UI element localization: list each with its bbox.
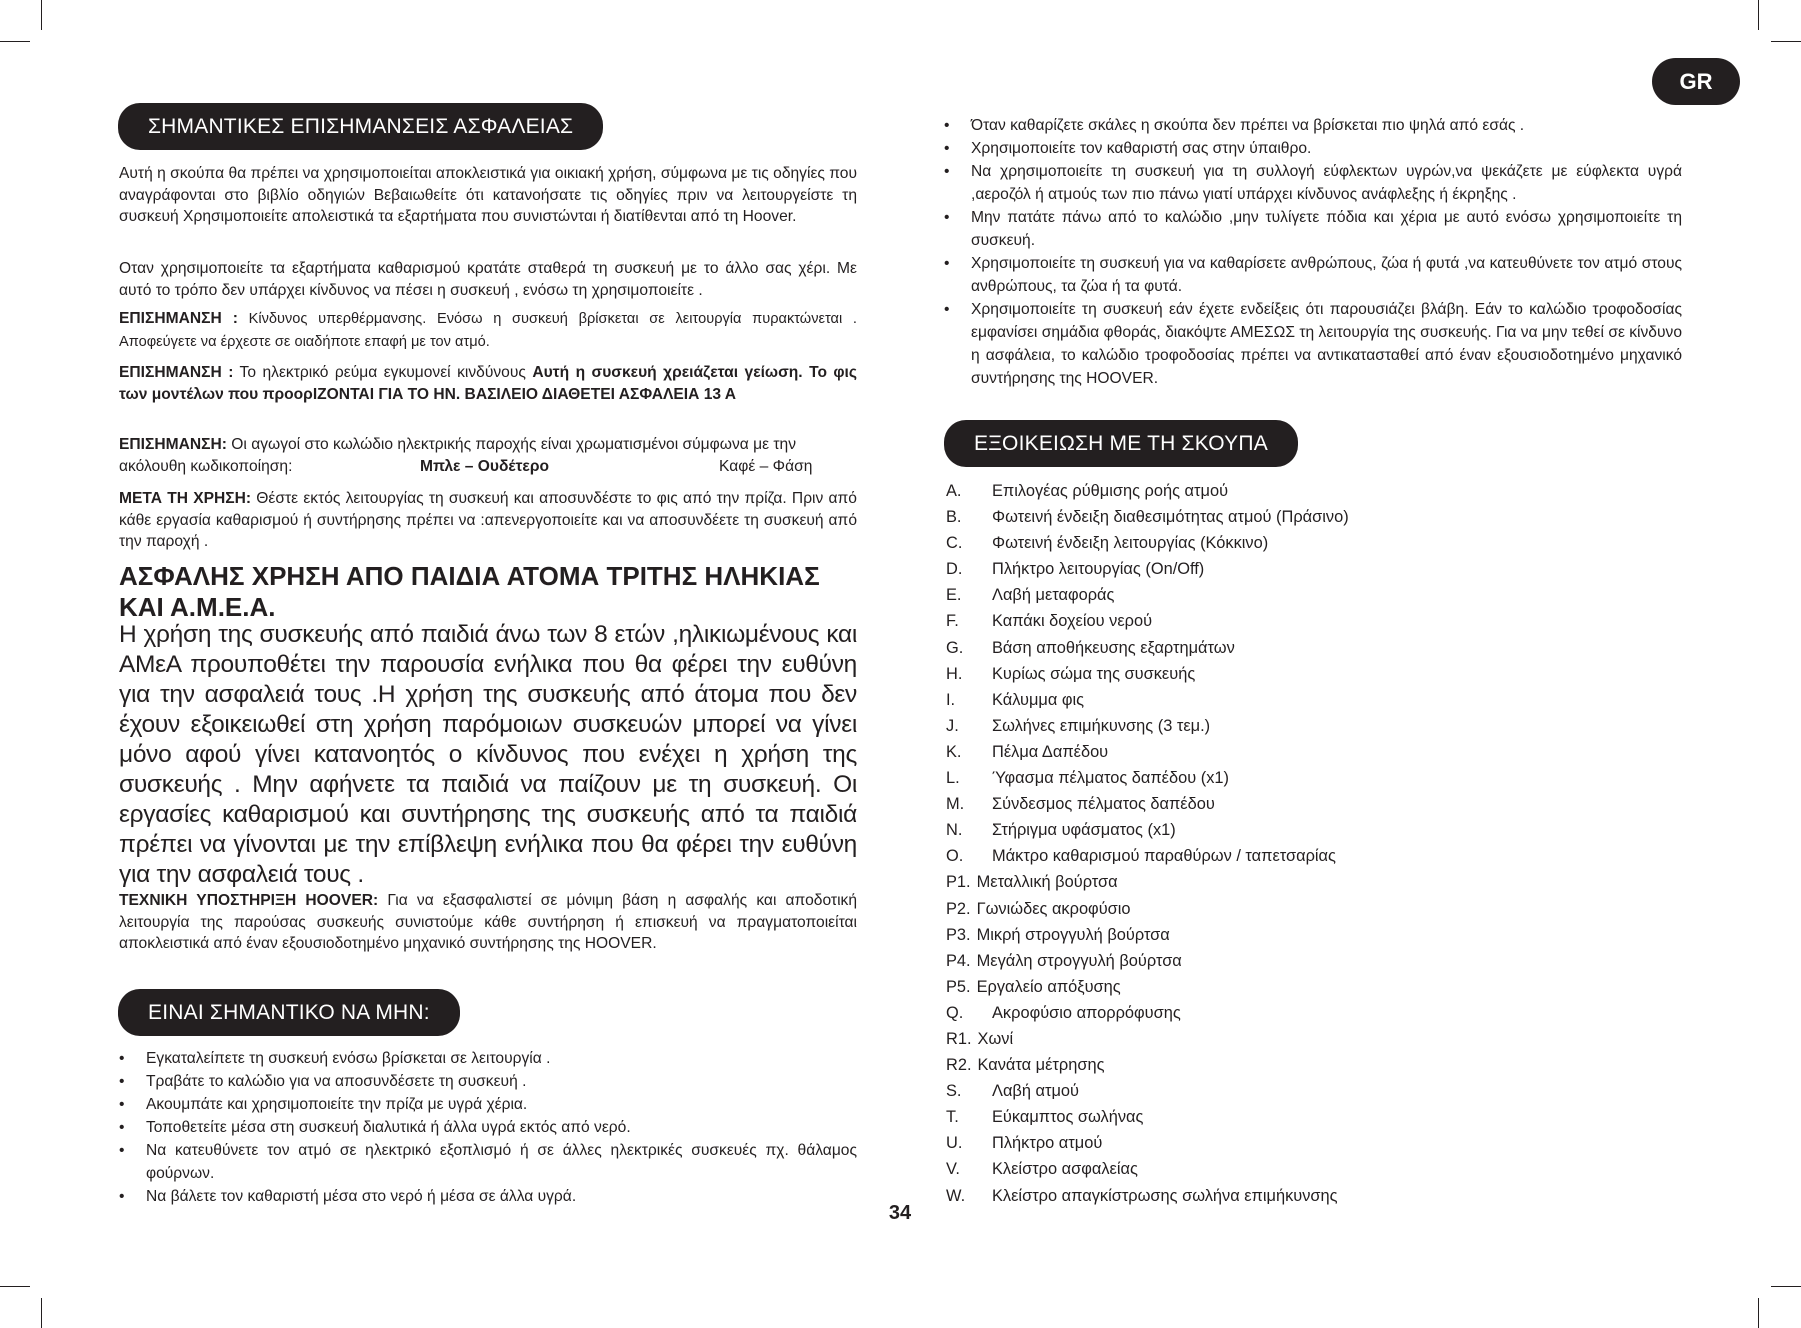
part-code: T.	[946, 1108, 959, 1127]
list-item	[119, 1047, 857, 1070]
list-item	[119, 1139, 857, 1185]
list-item-text: Χρησιμοποιείτε τη συσκευή εάν έχετε ενδείξεις ότι παρουσιάζει βλάβη. Εάν το καλώδιο τροφοδοσίας εμφανίσει σημάδια φθοράς, διακόψτε ΑΜΕΣΩΣ τη λειτουργία της συσκευής. Για να μην τεθεί σε κίνδυνο η ασφάλεια, το καλώδιο τροφοδοσίας πρέπει να αντικατασταθεί από έναν εξουσιοδοτημένο μηχανικό συντήρησης της HOOVER.	[971, 301, 1682, 387]
part-code: B.	[946, 508, 962, 527]
part-label: Μεγάλη στρογγυλή βούρτσα	[976, 951, 1182, 970]
part-label: Σωλήνες επιμήκυνσης (3 τεμ.)	[992, 716, 1211, 735]
part-code: J.	[946, 716, 959, 735]
bullet-icon: •	[119, 1119, 125, 1136]
wire-brown-label: Καφέ – Φάση	[719, 458, 813, 475]
part-label: Φωτεινή ένδειξη λειτουργίας (Κόκκινο)	[992, 534, 1269, 553]
list-item-text: Να βάλετε τον καθαριστή μέσα στο νερό ή μέσα σε άλλα υγρά.	[146, 1188, 577, 1205]
warning-bold-text: Αυτή η συσκευή χρειάζεται γείωση. Το φις των μοντέλων που προορΙΖΟΝΤΑΙ ΓΙΑ ΤΟ ΗΝ. ΒΑΣΙΛΕΙΟ ΔΙΑΘΕΤΕΙ ΑΣΦΑΛΕΙΑ 13 Α	[119, 364, 858, 403]
part-label: Γωνιώδες ακροφύσιο	[976, 899, 1131, 918]
list-item	[944, 206, 1682, 252]
part-item	[946, 1078, 1684, 1104]
part-label: Σύνδεσμος πέλματος δαπέδου	[992, 795, 1215, 814]
part-label: Μάκτρο καθαρισμού παραθύρων / ταπετσαρίας	[992, 847, 1336, 866]
part-item	[946, 635, 1684, 661]
part-code: F.	[946, 612, 959, 631]
part-item	[946, 608, 1684, 634]
safety-section-title: ΣΗΜΑΝΤΙΚΕΣ ΕΠΙΣΗΜΑΝΣΕΙΣ ΑΣΦΑΛΕΙΑΣ	[118, 103, 603, 150]
note-label: ΜΕΤΑ ΤΗ ΧΡΗΣΗ:	[119, 490, 252, 507]
part-item	[946, 843, 1684, 869]
part-label: Εργαλείο απόξυσης	[976, 977, 1121, 996]
part-item	[946, 739, 1684, 765]
list-item-text: Χρησιμοποιείτε τον καθαριστή σας στην ύπαιθρο.	[971, 140, 1312, 157]
support-text: Για να εξασφαλιστεί σε μόνιμη βάση η ασφαλής και αποδοτική λειτουργία της παρούσας συσκευής συνιστούμε κάθε συντήρηση ή επισκευή να πραγματοποιείται αποκλειστικά από έναν εξουσιοδοτημένο μηχανικό συντήρησης της HOOVER.	[119, 892, 857, 952]
support-label: ΤΕΧΝΙΚΗ ΥΠΟΣΤΗΡΙΞΗ HOOVER:	[119, 892, 379, 909]
list-item	[944, 252, 1682, 298]
part-code: D.	[946, 560, 963, 579]
language-badge: GR	[1652, 58, 1740, 105]
part-code: W.	[946, 1186, 966, 1205]
part-label: Πέλμα Δαπέδου	[992, 742, 1109, 761]
warning-text: Οι αγωγοί στο κωλώδιο ηλεκτρικής παροχής είναι χρωματισμένοι σύμφωνα με την ακόλουθη κωδικοποίηση:	[119, 436, 796, 475]
list-item-text: Να κατευθύνετε τον ατμό σε ηλεκτρικό εξοπλισμό ή σε άλλες ηλεκτρικές συσκευές πχ. θάλαμος φούρνων.	[146, 1142, 857, 1182]
list-item	[119, 1093, 857, 1116]
dont-list	[119, 1047, 857, 1208]
part-label: Στήριγμα υφάσματος (x1)	[992, 821, 1176, 840]
part-item	[946, 896, 1684, 922]
part-code: N.	[946, 821, 963, 840]
crop-mark	[0, 1286, 30, 1287]
warning-label: ΕΠΙΣΗΜΑΝΣΗ:	[119, 436, 227, 453]
part-item	[946, 922, 1684, 948]
part-code: G.	[946, 638, 964, 657]
part-item	[946, 1130, 1684, 1156]
part-code: P1.	[946, 873, 971, 892]
crop-mark	[0, 41, 30, 42]
part-code: U.	[946, 1134, 963, 1153]
part-item	[946, 556, 1684, 582]
crop-mark	[1771, 1286, 1801, 1287]
part-label: Λαβή μεταφοράς	[992, 586, 1115, 605]
part-code: H.	[946, 664, 963, 683]
list-item-text: Τοποθετείτε μέσα στη συσκευή διαλυτικά ή άλλα υγρά εκτός από νερό.	[146, 1119, 631, 1136]
list-item-text: Όταν καθαρίζετε σκάλες η σκούπα δεν πρέπει να βρίσκεται πιο ψηλά από εσάς .	[971, 117, 1525, 134]
accessory-paragraph: Οταν χρησιμοποιείτε τα εξαρτήματα καθαρισμού κρατάτε σταθερά τη συσκευή με το άλλο σας χέρι. Με αυτό το τρόπο δεν υπάρχει κίνδυνος να πέσει η συσκευή , ενόσω τη χρησιμοποιείτε .	[119, 260, 857, 299]
bullet-icon: •	[944, 140, 950, 157]
part-code: P5.	[946, 977, 971, 996]
bullet-icon: •	[944, 255, 950, 272]
part-code: S.	[946, 1082, 962, 1101]
part-code: V.	[946, 1160, 960, 1179]
part-code: R1.	[946, 1029, 972, 1048]
part-code: P2.	[946, 899, 971, 918]
children-safety-text: Η χρήση της συσκευής από παιδιά άνω των 8 ετών ,ηλικιωμένους και ΑΜεΑ προυποθέτει την παρουσία ενήλικα που θα φέρει την ευθύνη για την ασφαλειά τους .Η χρήση της συσκευής από άτομα που δεν έχουν εξοικειωθεί στη χρήση παρόμοιων συσκευών μπορεί να γίνει μόνο αφού γίνει κατανοητός ο κίνδυνος που ενέχει η χρήση της συσκευής . Μην αφήνετε τα παιδιά να παίζουν με τη συσκευή. Οι εργασίες καθαρισμού και συντήρησης της συσκευής από τα παιδιά πρέπει να γίνονται με την επίβλεψη ενήλικα που θα φέρει την ευθύνη για την ασφαλειά τους .	[119, 621, 857, 888]
bullet-icon: •	[119, 1096, 125, 1113]
dont-list-continued	[944, 114, 1682, 390]
list-item	[119, 1185, 857, 1208]
list-item	[119, 1116, 857, 1139]
part-label: Πλήκτρο λειτουργίας (On/Off)	[992, 560, 1205, 579]
list-item	[944, 298, 1682, 390]
part-item	[946, 478, 1684, 504]
part-code: K.	[946, 742, 962, 761]
overheat-warning	[119, 308, 857, 353]
bullet-icon: •	[944, 209, 950, 226]
part-item	[946, 869, 1684, 895]
part-label: Επιλογέας ρύθμισης ροής ατμού	[992, 482, 1229, 500]
list-item-text: Ακουμπάτε και χρησιμοποιείτε την πρίζα με υγρά χέρια.	[146, 1096, 528, 1113]
list-item	[944, 137, 1682, 160]
part-item	[946, 1052, 1684, 1078]
list-item-text: Τραβάτε το καλώδιο για να αποσυνδέσετε τη συσκευή .	[146, 1073, 527, 1090]
part-code: I.	[946, 690, 956, 709]
part-item	[946, 713, 1684, 739]
part-label: Μεταλλική βούρτσα	[976, 873, 1118, 892]
part-item	[946, 582, 1684, 608]
bullet-icon: •	[119, 1142, 125, 1159]
part-label: Κανάτα μέτρησης	[977, 1056, 1105, 1075]
part-code: C.	[946, 534, 963, 553]
intro-paragraph: Αυτή η σκούπα θα πρέπει να χρησιμοποιείται αποκλειστικά για οικιακή χρήση, σύμφωνα με τις οδηγίες που αναγράφονται στο βιβλίο οδηγιών Βεβαιωθείτε ότι κατανοήσατε τις οδηγίες πριν να λειτουργείστε τη συσκευή Χρησιμοποιείτε απολειστικά τα εξαρτήματα που συνιστώνται ή διατίθενται από τη Hoover.	[119, 165, 857, 225]
crop-mark	[1771, 41, 1801, 42]
bullet-icon: •	[944, 301, 950, 318]
part-item	[946, 1000, 1684, 1026]
part-label: Χωνί	[977, 1029, 1014, 1048]
part-code: M.	[946, 795, 965, 814]
warning-label: ΕΠΙΣΗΜΑΝΣΗ :	[119, 364, 234, 381]
electric-warning	[119, 362, 857, 405]
part-item	[946, 817, 1684, 843]
bullet-icon: •	[119, 1050, 125, 1067]
note-text: Θέστε εκτός λειτουργίας τη συσκευή και αποσυνδέστε το φις από την πρίζα. Πριν από κάθε εργασία καθαρισμού ή συντήρησης πρέπει να :απενεργοποιείτε και να αποσυνδέετε τη συσκευή από την παροχή .	[119, 490, 857, 550]
list-item	[944, 114, 1682, 137]
part-label: Κλείστρο ασφαλείας	[992, 1160, 1138, 1179]
crop-mark	[41, 0, 42, 30]
after-use-note	[119, 488, 857, 553]
part-item	[946, 504, 1684, 530]
part-label: Εύκαμπτος σωλήνας	[992, 1108, 1144, 1127]
part-item	[946, 765, 1684, 791]
technical-support-note	[119, 890, 857, 955]
part-code: P3.	[946, 925, 971, 944]
part-label: Ακροφύσιο απορρόφυσης	[992, 1003, 1181, 1022]
bullet-icon: •	[119, 1188, 125, 1205]
dont-section-title: ΕΙΝΑΙ ΣΗΜΑΝΤΙΚΟ ΝΑ ΜΗΝ:	[118, 989, 460, 1036]
part-code: L.	[946, 769, 960, 788]
part-item	[946, 974, 1684, 1000]
part-label: Φωτεινή ένδειξη διαθεσιμότητας ατμού (Πράσινο)	[992, 508, 1349, 527]
part-item	[946, 948, 1684, 974]
crop-mark	[1758, 1298, 1759, 1328]
crop-mark	[1758, 0, 1759, 30]
part-code: O.	[946, 847, 964, 866]
part-label: Λαβή ατμού	[992, 1082, 1079, 1101]
list-item-text: Να χρησιμοποιείτε τη συσκευή για τη συλλογή εύφλεκτων υγρών,να ψεκάζετε με εύφλεκτα υγρά ,αεροζόλ ή ατμούς των πιο πάνω γιατί υπάρχει κίνδυνος ανάφλεξης ή έκρηξης .	[971, 163, 1682, 203]
crop-mark	[41, 1298, 42, 1328]
part-label: Βάση αποθήκευσης εξαρτημάτων	[992, 638, 1235, 657]
children-safety-heading: ΑΣΦΑΛΗΣ ΧΡΗΣΗ ΑΠΟ ΠΑΙΔΙΑ ΑΤΟΜΑ ΤΡΙΤΗΣ ΗΛΗΚΙΑΣ ΚΑΙ Α.Μ.Ε.Α.	[119, 561, 820, 622]
list-item-text: Μην πατάτε πάνω από το καλώδιο ,μην τυλίγετε πόδια και χέρια με αυτό ενόσω χρησιμοποιείτε τη συσκευή.	[971, 209, 1682, 249]
part-code: E.	[946, 586, 962, 605]
warning-text: Το ηλεκτρικό ρεύμα εγκυμονεί κινδύνους	[233, 364, 533, 381]
part-code: R2.	[946, 1056, 972, 1075]
part-label: Κλείστρο απαγκίστρωσης σωλήνα επιμήκυνσης	[992, 1186, 1338, 1205]
part-label: Ύφασμα πέλματος δαπέδου (x1)	[992, 769, 1229, 788]
warning-label: ΕΠΙΣΗΜΑΝΣΗ :	[119, 310, 238, 327]
part-item	[946, 1156, 1684, 1182]
part-item	[946, 661, 1684, 687]
bullet-icon: •	[944, 163, 950, 180]
part-item	[946, 1026, 1684, 1052]
warning-text: Κίνδυνος υπερθέρμανσης. Ενόσω η συσκευή βρίσκεται σε λειτουργία πυρακτώνεται . Αποφεύγετε να έρχεστε σε οιαδήποτε επαφή με τον ατμό.	[119, 311, 857, 350]
part-label: Μικρή στρογγυλή βούρτσα	[976, 925, 1170, 944]
list-item	[944, 160, 1682, 206]
page-number: 34	[888, 1202, 912, 1224]
bullet-icon: •	[119, 1073, 125, 1090]
part-label: Καπάκι δοχείου νερού	[992, 612, 1153, 631]
part-item	[946, 530, 1684, 556]
wire-blue-label: Μπλε – Ουδέτερο	[420, 458, 549, 475]
part-label: Πλήκτρο ατμού	[992, 1134, 1103, 1153]
part-item	[946, 1104, 1684, 1130]
list-item-text: Χρησιμοποιείτε τη συσκευή για να καθαρίσετε ανθρώπους, ζώα ή φυτά ,να κατευθύνετε τον ατμό στους ανθρώπους, τα ζώα ή τα φυτά.	[971, 255, 1682, 295]
part-code: P4.	[946, 951, 971, 970]
part-label: Κυρίως σώμα της συσκευής	[992, 664, 1196, 683]
part-code: A.	[946, 482, 962, 500]
part-label: Κάλυμμα φις	[992, 690, 1085, 709]
list-item	[119, 1070, 857, 1093]
parts-section-title: ΕΞΟΙΚΕΙΩΣΗ ΜΕ ΤΗ ΣΚΟΥΠΑ	[944, 420, 1298, 467]
list-item-text: Εγκαταλείπετε τη συσκευή ενόσω βρίσκεται σε λειτουργία .	[146, 1050, 551, 1067]
part-code: Q.	[946, 1003, 964, 1022]
parts-list	[946, 478, 1684, 1209]
part-item	[946, 1183, 1684, 1209]
bullet-icon: •	[944, 117, 950, 134]
part-item	[946, 791, 1684, 817]
part-item	[946, 687, 1684, 713]
